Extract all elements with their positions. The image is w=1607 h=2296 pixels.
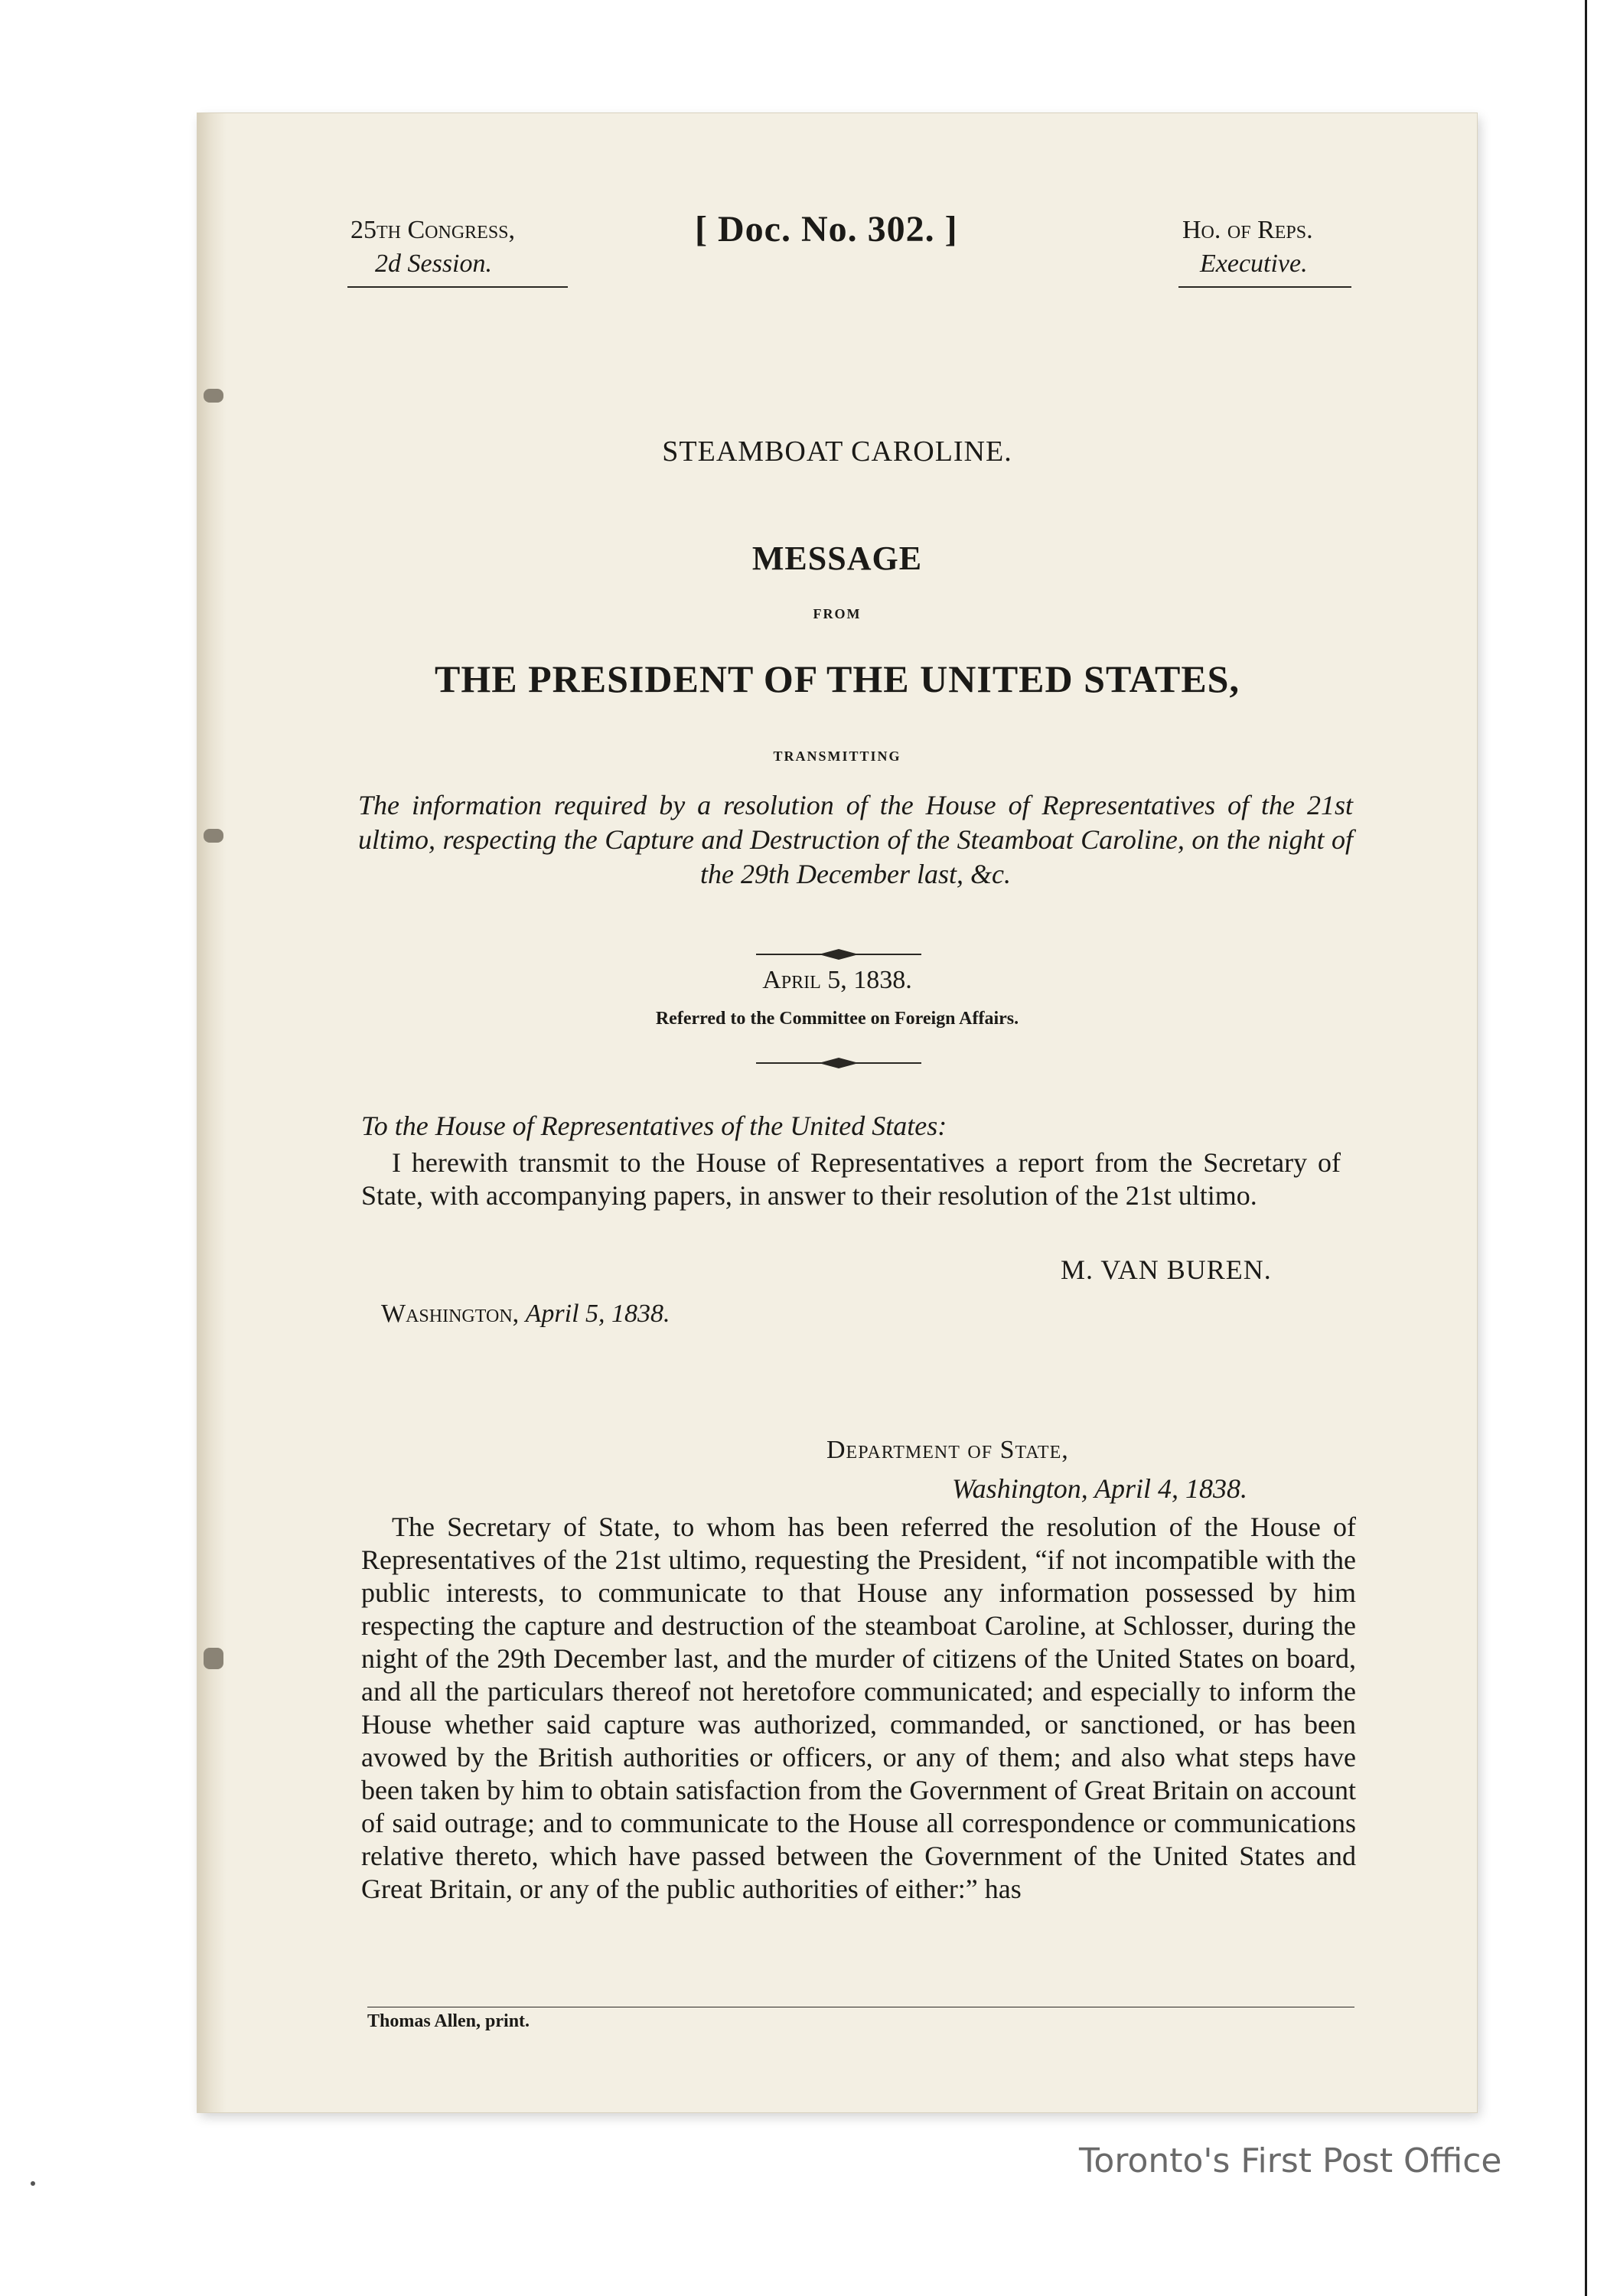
transmitting-label: TRANSMITTING [773,748,901,764]
binding-thread [204,829,223,843]
header-rule-left [347,286,568,288]
committee-referral: Referred to the Committee on Foreign Affairs. [655,1009,1019,1029]
transmittal-description: The information required by a resolution of the House of Representatives of the 21st ultimo, respecting the Capture and Destruction of the Steamboat Caroline, on the night of the 29th December last, &c. [358,790,1353,889]
header-rule-right [1178,286,1351,288]
ornament-divider [756,1056,921,1070]
message-place: Washington, [381,1300,520,1328]
binding-thread [204,1648,223,1669]
source-watermark: Toronto's First Post Office [1079,2141,1502,2180]
message-paragraph: I herewith transmit to the House of Representatives a report from the Secretary of State, with accompanying papers, in answer to their resolution of the 21st ultimo. [361,1147,1341,1211]
session-label: 2d Session. [375,249,492,278]
congress-label: 25th Congress, [350,216,516,244]
document-number: [ Doc. No. 302. ] [695,209,958,249]
house-label: Ho. of Reps. [1182,216,1313,244]
scan-mark [31,2181,35,2186]
salutation: To the House of Representatives of the United States: [361,1110,947,1141]
page-spine [197,113,227,2112]
document-page [197,113,1477,2112]
from-label: FROM [813,606,862,621]
department-heading: Department of State, [826,1436,1069,1464]
subject-title: STEAMBOAT CAROLINE. [662,435,1012,468]
date-line: April 5, 1838. [762,966,912,994]
signature: M. VAN BUREN. [1061,1254,1272,1285]
president-heading: THE PRESIDENT OF THE UNITED STATES, [435,657,1240,700]
message-date: April 5, 1838. [525,1300,670,1328]
report-place-date: Washington, April 4, 1838. [952,1473,1248,1504]
frame-border [1585,0,1587,2296]
report-paragraph: The Secretary of State, to whom has been referred the resolution of the House of Representatives of the 21st ultimo, requesting the President, “if not incompatible with the public interests, to communicate to that House any information possessed by him respecting the capture and destruction of the steamboat Caroline, at Schlosser, during the night of the 29th December last, and the murder of citizens of the United States on board, and all the particulars thereof not heretofore communicated; and especially to inform the House whether said capture was authorized, commanded, or sanctioned, or has been avowed by the British authorities or officers, or any of them; and also what steps have been taken by him to obtain satisfaction from the Government of Great Britain on account of said outrage; and to communicate to the House all correspondence or communications relative thereto, which have passed between the Government of the United States and Great Britain, or any of the public authorities of either:” has [361,1512,1356,1904]
ornament-divider [756,947,921,961]
message-heading: MESSAGE [751,540,923,577]
printer-credit: Thomas Allen, print. [367,2011,530,2031]
binding-thread [204,389,223,403]
message-place-date [381,1300,670,1329]
branch-label: Executive. [1200,249,1308,278]
